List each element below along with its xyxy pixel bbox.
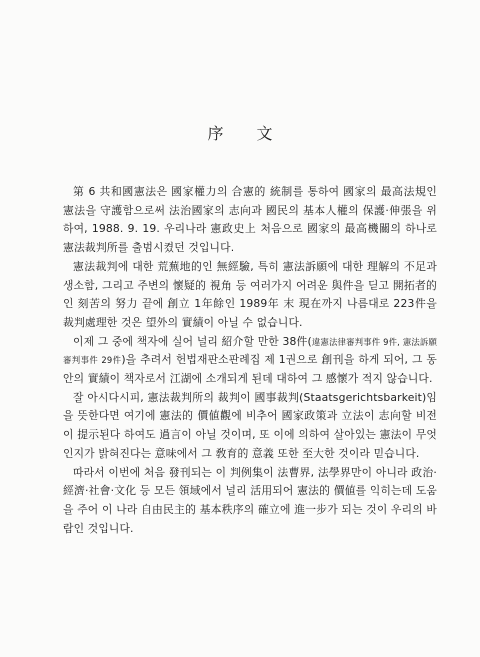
paragraph-3-text-before: 이제 그 중에 책자에 실어 널리 紹介할 만한 38件( <box>73 334 312 348</box>
paragraph-3-case-counts: 違憲法律審判事件 9件, 憲法訴願審判事件 29件 <box>63 336 437 366</box>
preface-body <box>63 183 437 538</box>
preface-title: 序 文 <box>207 124 287 143</box>
paragraph-2: 憲法裁判에 대한 荒蕪地的인 無經驗, 특히 憲法訴願에 대한 理解의 不足과 생소함, 그리고 주변의 懷疑的 視角 등 여러가지 어려운 與件을 딛고 開拓者的인 刻苦의 努力 끝에 創立 1年餘인 1989年 末 現在까지 나름대로 223件을 裁判處理한 것은 望外의 實績이 아닐 수 없습니다. <box>63 259 437 329</box>
paragraph-1: 第 6 共和國憲法은 國家權力의 合憲的 統制를 통하여 國家의 最高法規인 憲法을 守護함으로써 法治國家의 志向과 國民의 基本人權의 保護·伸張을 위하여, 1988. 9. 19. 우리나라 憲政史上 처음으로 國家의 最高機關의 하나로 憲法裁判所를 출범시켰던 것입니다. <box>63 185 437 255</box>
paragraph-3-text-after: )을 추려서 헌법재판소판례집 제 1권으로 創刊을 하게 되어, 그 동안의 實績이 책자로서 江湖에 소개되게 된데 대하여 그 感懷가 적지 않습니다. <box>63 353 437 386</box>
paragraph-4: 잘 아시다시피, 憲法裁判所의 裁判이 國事裁判(Staatsgerichtsbarkeit)임을 뜻한다면 여기에 憲法的 價値觀에 비추어 國家政策과 立法이 志向할 비전이 提示된다 하여도 過言이 아닐 것이며, 또 이에 의하여 살아있는 憲法이 무엇인지가 밝혀진다는 意味에서 그 敎育的 意義 또한 至大한 것이라 믿습니다. <box>63 390 437 460</box>
paragraph-5: 따라서 이번에 처음 發刊되는 이 判例集이 法曹界, 法學界만이 아니라 政治·經濟·社會·文化 등 모든 領域에서 널리 活用되어 憲法的 價値를 익히는데 도움을 주어 이 나라 自由民主的 基本秩序의 確立에 進一步가 되는 것이 우리의 바람인 것입니다. <box>63 465 437 535</box>
paragraph-3 <box>63 333 437 389</box>
